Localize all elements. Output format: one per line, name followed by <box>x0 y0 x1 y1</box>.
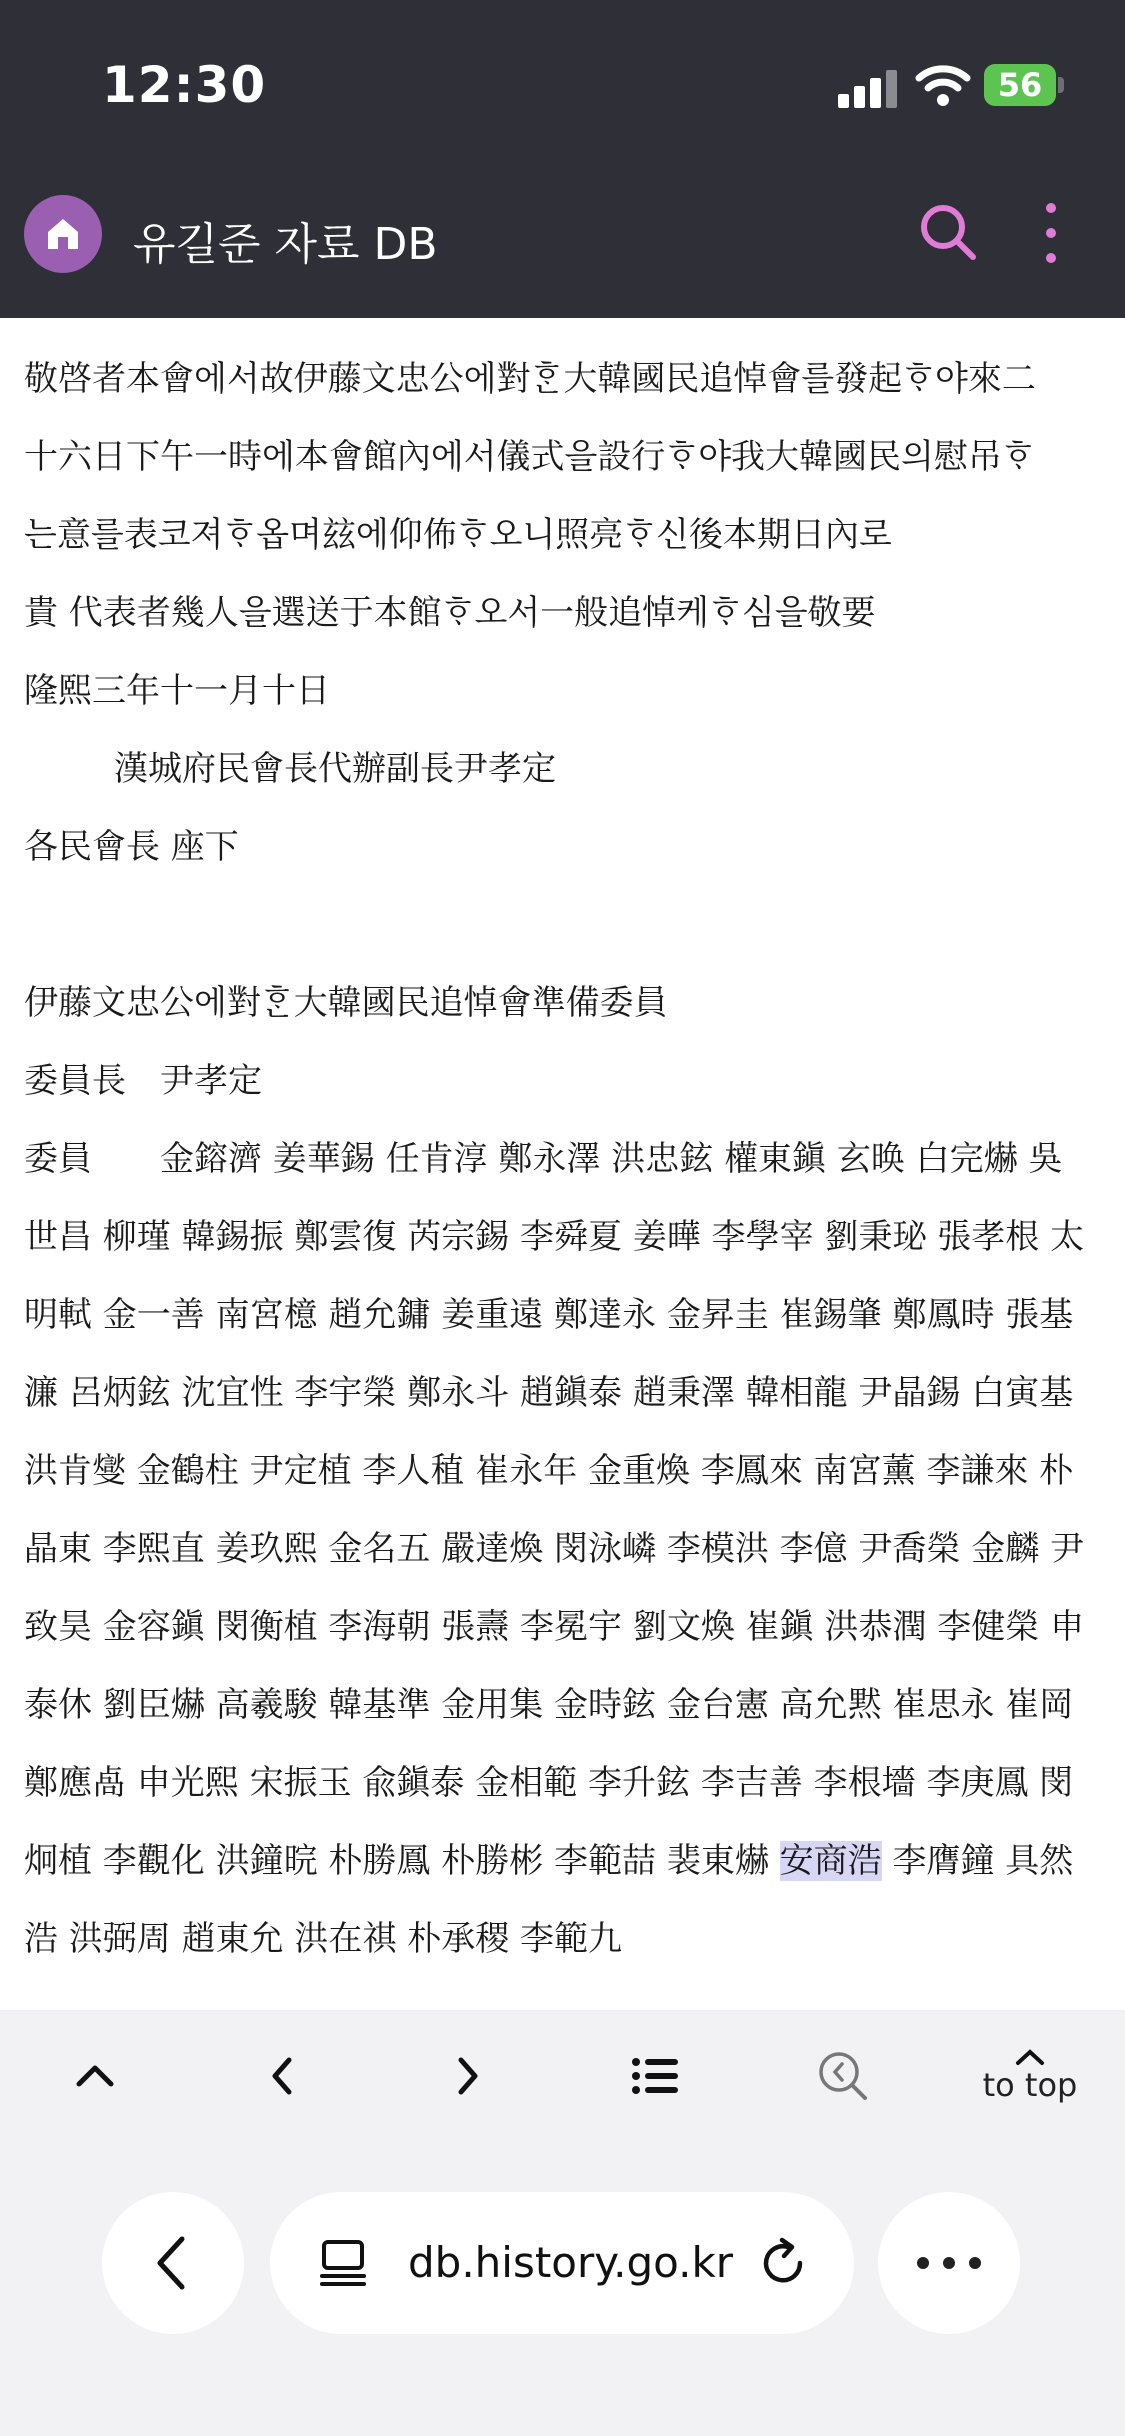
address-bar[interactable] <box>270 2192 854 2334</box>
list-icon <box>632 2058 678 2094</box>
document-line <box>24 886 1109 964</box>
highlighted-text[interactable]: 安商浩 <box>779 1841 882 1881</box>
document-line: 洪肯燮 金鶴柱 尹定植 李人稙 崔永年 金重煥 李鳳來 南宮薰 李謙來 朴 <box>24 1451 1074 1491</box>
document-line: 는意를表코져ᄒᆞ옵며玆에仰佈ᄒᆞ오니照亮ᄒᆞ신後本期日內로 <box>24 515 892 555</box>
document-line: 十六日下午一時에本會館內에서儀式을設行ᄒᆞ야我大韓國民의慰吊ᄒᆞ <box>24 437 1035 477</box>
prev-match-button[interactable] <box>60 2028 130 2124</box>
document-line: 委員長 尹孝定 <box>24 1061 262 1101</box>
to-top-label: to top <box>982 2066 1078 2104</box>
line-segment: 李膺鐘 具然 <box>881 1841 1074 1881</box>
battery-level: 56 <box>997 66 1043 104</box>
chevron-left-icon <box>261 2054 305 2098</box>
document-line-highlighted <box>24 1822 1109 1900</box>
home-button[interactable] <box>24 195 102 273</box>
document-line: 伊藤文忠公에對ᄒᆞᆫ大韓國民追悼會準備委員 <box>24 983 668 1023</box>
battery-tip <box>1058 77 1064 93</box>
battery-icon <box>984 64 1056 106</box>
reload-icon[interactable] <box>756 2236 810 2290</box>
status-time: 12:30 <box>102 56 267 114</box>
document-line: 委員 金鎔濟 姜華錫 任肯淳 鄭永澤 洪忠鉉 權東鎭 玄㬇 白完爀 吳 <box>24 1139 1063 1179</box>
document-line: 泰休 劉臣爀 高羲駿 韓基準 金用集 金時鉉 金台憲 高允黙 崔思永 崔岡 <box>24 1685 1074 1725</box>
back-icon <box>148 2233 198 2293</box>
tabs-icon <box>318 2238 368 2288</box>
document-line: 世昌 柳瑾 韓錫振 鄭雲復 芮宗錫 李舜夏 姜曄 李學宰 劉秉珌 張孝根 太 <box>24 1217 1085 1257</box>
document-line: 濂 呂炳鉉 沈宜性 李宇榮 鄭永斗 趙鎭泰 趙秉澤 韓相龍 尹晶錫 白寅基 <box>24 1373 1074 1413</box>
more-vertical-icon[interactable] <box>1036 203 1066 263</box>
document-line: 明軾 金一善 南宮檍 趙允鏞 姜重遠 鄭達永 金昇圭 崔錫肇 鄭鳳時 張基 <box>24 1295 1074 1335</box>
search-icon[interactable] <box>918 202 978 262</box>
line-segment: 炯植 李觀化 洪鐘晥 朴勝鳳 朴勝彬 李範喆 裴東爀 <box>24 1841 780 1881</box>
prev-page-button[interactable] <box>248 2028 318 2124</box>
document-body <box>24 340 1109 1978</box>
list-button[interactable] <box>620 2028 690 2124</box>
document-line: 浩 洪弼周 趙東允 洪在祺 朴承稷 李範九 <box>24 1919 623 1959</box>
document-line: 漢城府民會長代辦副長尹孝定 <box>114 749 556 789</box>
chevron-right-icon <box>445 2054 489 2098</box>
document-line: 晶東 李熙直 姜玖熙 金名五 嚴達煥 閔泳嶙 李模洪 李億 尹喬榮 金麟 尹 <box>24 1529 1085 1569</box>
to-top-button[interactable] <box>980 2028 1080 2124</box>
find-button[interactable] <box>808 2028 878 2124</box>
wifi-icon <box>915 62 971 108</box>
document-line: 各民會長 座下 <box>24 827 239 867</box>
document-line: 貴 代表者幾人을選送于本館ᄒᆞ오서一般追悼케ᄒᆞ심을敬要 <box>24 593 876 633</box>
document-line: 鄭應卨 申光熙 宋振玉 兪鎭泰 金相範 李升鉉 李吉善 李根墻 李庚鳳 閔 <box>24 1763 1074 1803</box>
next-page-button[interactable] <box>432 2028 502 2124</box>
more-horizontal-icon[interactable] <box>878 2192 1020 2334</box>
arrow-up-icon <box>1014 2048 1046 2066</box>
find-icon <box>817 2050 869 2102</box>
page-nav-toolbar <box>0 2028 1125 2124</box>
url-text: db.history.go.kr <box>408 2238 734 2287</box>
document-line: 隆熙三年十一月十日 <box>24 671 330 711</box>
document-line: 敬啓者本會에서故伊藤文忠公에對ᄒᆞᆫ大韓國民追悼會를發起ᄒᆞ야來二 <box>24 359 1036 399</box>
document-line: 致昊 金容鎭 閔衡植 李海朝 張燾 李冕宇 劉文煥 崔鎭 洪恭潤 李健榮 申 <box>24 1607 1085 1647</box>
cellular-signal-icon <box>838 68 898 108</box>
home-icon <box>44 215 82 253</box>
browser-back-button[interactable] <box>102 2192 244 2334</box>
app-title: 유길준 자료 DB <box>133 219 438 270</box>
chevron-up-icon <box>73 2054 117 2098</box>
